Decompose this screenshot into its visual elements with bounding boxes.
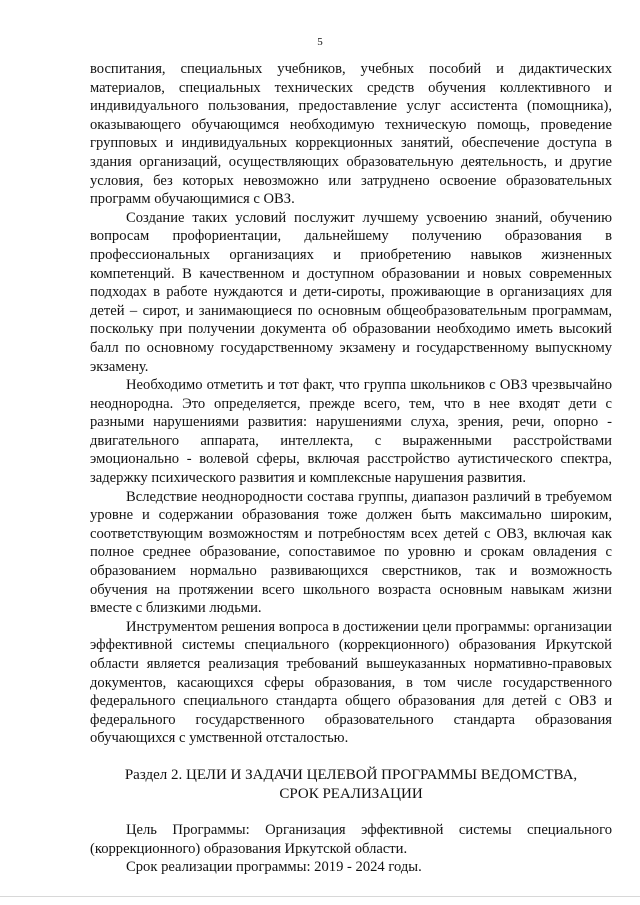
section-heading-line-1: Раздел 2. ЦЕЛИ И ЗАДАЧИ ЦЕЛЕВОЙ ПРОГРАММЫ ВЕДОМСТВА,	[124, 766, 578, 783]
paragraph-conditions-continued: воспитания, специальных учебников, учебных пособий и дидактических материалов, специальных технических средств обучения коллективного и индивидуального пользования, предоставление услуг ассистента (помощника), оказывающего обучающимся необходимую техническую помощь, проведение групповых и индивидуальных коррекционных занятий, обеспечение доступа в здания организаций, осуществляющих образовательную деятельность, и другие условия, без которых невозможно или затруднено освоение образовательных программ обучающимися с ОВЗ.	[90, 61, 612, 208]
paragraph-instrument: Инструментом решения вопроса в достижении цели программы: организации эффективной системы специального (коррекционного) образования Иркутской области является реализация требований вышеуказанных нормативно-правовых документов, касающихся сферы образования, в том числе государственного федерального специального стандарта общего образования для детей с ОВЗ и федерального государственного образовательного стандарта образования обучающихся с умственной отсталостью.	[90, 618, 612, 747]
section-heading-line-2: СРОК РЕАЛИЗАЦИИ	[279, 785, 423, 802]
document-body	[90, 60, 612, 877]
period-paragraph: Срок реализации программы: 2019 - 2024 годы.	[126, 859, 422, 876]
goal-paragraph: Цель Программы: Организация эффективной системы специального (коррекционного) образования Иркутской области.	[90, 822, 612, 857]
paragraph-heterogeneity: Необходимо отметить и тот факт, что группа школьников с ОВЗ чрезвычайно неоднородна. Это определяется, прежде всего, тем, что в нее входят дети с разными нарушениями развития: нарушениями слуха, зрения, речи, опорно - двигательного аппарата, интеллекта, с выраженными расстройствами эмоционально - волевой сферы, включая расстройство аутистического спектра, задержку психического развития и комплексные нарушения развития.	[90, 377, 612, 487]
goal-block	[90, 821, 612, 877]
paragraph-range-of-differences: Вследствие неоднородности состава группы, диапазон различий в требуемом уровне и содержании образования тоже должен быть максимально широким, соответствующим возможностям и потребностям всех детей с ОВЗ, включая как полное среднее образование, сопоставимое по уровню и срокам овладения с образованием нормально развивающихся сверстников, так и возможность обучения на протяжении всего школьного возраста основным навыкам жизни вместе с близкими людьми.	[90, 488, 612, 617]
section-heading	[90, 766, 612, 803]
page-number: 5	[317, 36, 323, 48]
page-bottom-divider	[0, 896, 640, 897]
paragraph-conditions-benefits: Создание таких условий послужит лучшему усвоению знаний, обучению вопросам профориентации, дальнейшему получению образования в профессиональных организациях и приобретению навыков жизненных компетенций. В качественном и доступном образовании и новых современных подходах в работе нуждаются и дети-сироты, проживающие в организациях для детей – сирот, и занимающиеся по основным общеобразовательным программам, поскольку при получении документа об образовании необходимо иметь высокий балл по основному государственному экзамену и государственному выпускному экзамену.	[90, 209, 612, 375]
